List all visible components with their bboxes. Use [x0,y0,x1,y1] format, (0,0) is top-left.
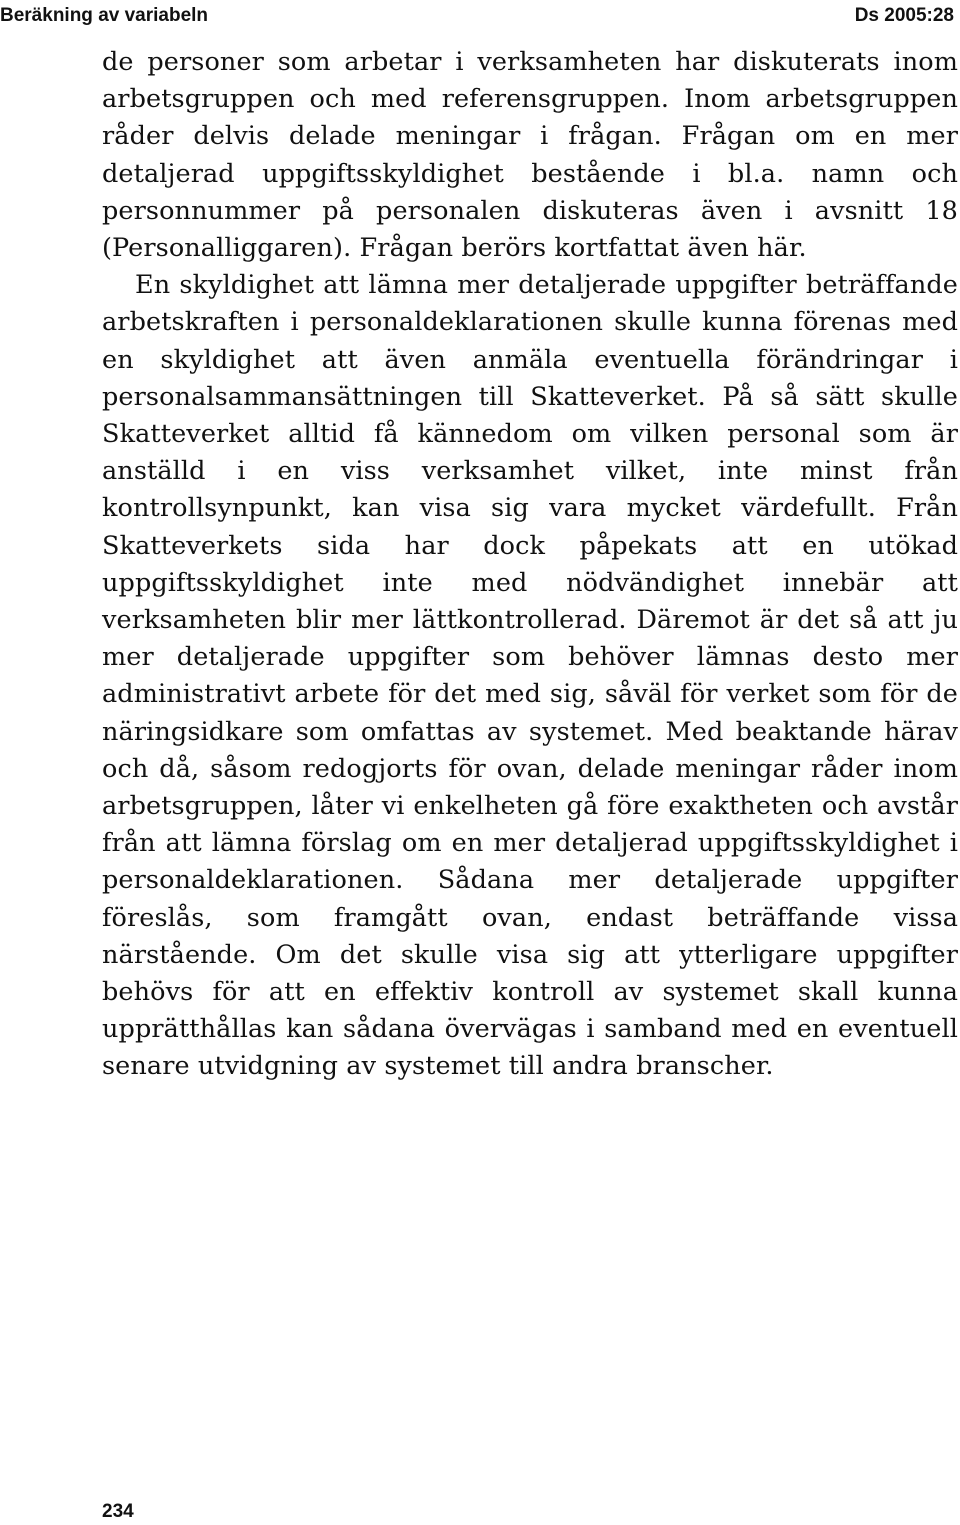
paragraph-continued: de personer som arbetar i verksamheten har diskuterats inom arbetsgruppen och med referensgruppen. Inom arbetsgruppen råder delvis delade meningar i frågan. Frågan om en mer detaljerad uppgiftsskyldighet bestående i bl.a. namn och personnummer på personalen diskuteras även i avsnitt 18 (Personalliggaren). Frågan berörs kortfattat även här. [102,47,958,264]
paragraph: En skyldighet att lämna mer detaljerade uppgifter beträffande arbetskraften i personaldeklarationen skulle kunna förenas med en skyldighet att även anmäla eventuella förändringar i personalsammansättningen till Skatteverket. På så sätt skulle Skatteverket alltid få kännedom om vilken personal som är anställd i en viss verksamhet vilket, inte minst från kontrollsynpunkt, kan visa sig vara mycket värdefullt. Från Skatteverkets sida har dock påpekats att en utökad uppgiftsskyldighet inte med nödvändighet innebär att verksamheten blir mer lättkontrollerad. Däremot är det så att ju mer detaljerade uppgifter som behöver lämnas desto mer administrativt arbete för det med sig, såväl för verket som för de näringsidkare som omfattas av systemet. Med beaktande härav och då, såsom redogjorts för ovan, delade meningar råder inom arbetsgruppen, låter vi enkelheten gå före exaktheten och avstår från att lämna förslag om en mer detaljerad uppgiftsskyldighet i personaldeklarationen. Sådana mer detaljerade uppgifter föreslås, som framgått ovan, endast beträffande vissa närstående. Om det skulle visa sig att ytterligare uppgifter behövs för att en effektiv kontroll av systemet skall kunna upprätthållas kan sådana övervägas i samband med en eventuell senare utvidgning av systemet till andra branscher. [102,270,958,1082]
running-header [0,2,960,30]
body-text [102,44,958,1086]
publication-id: Ds 2005:28 [854,5,954,26]
section-title: Beräkning av variabeln [0,5,209,26]
page-number: 234 [102,1501,134,1522]
